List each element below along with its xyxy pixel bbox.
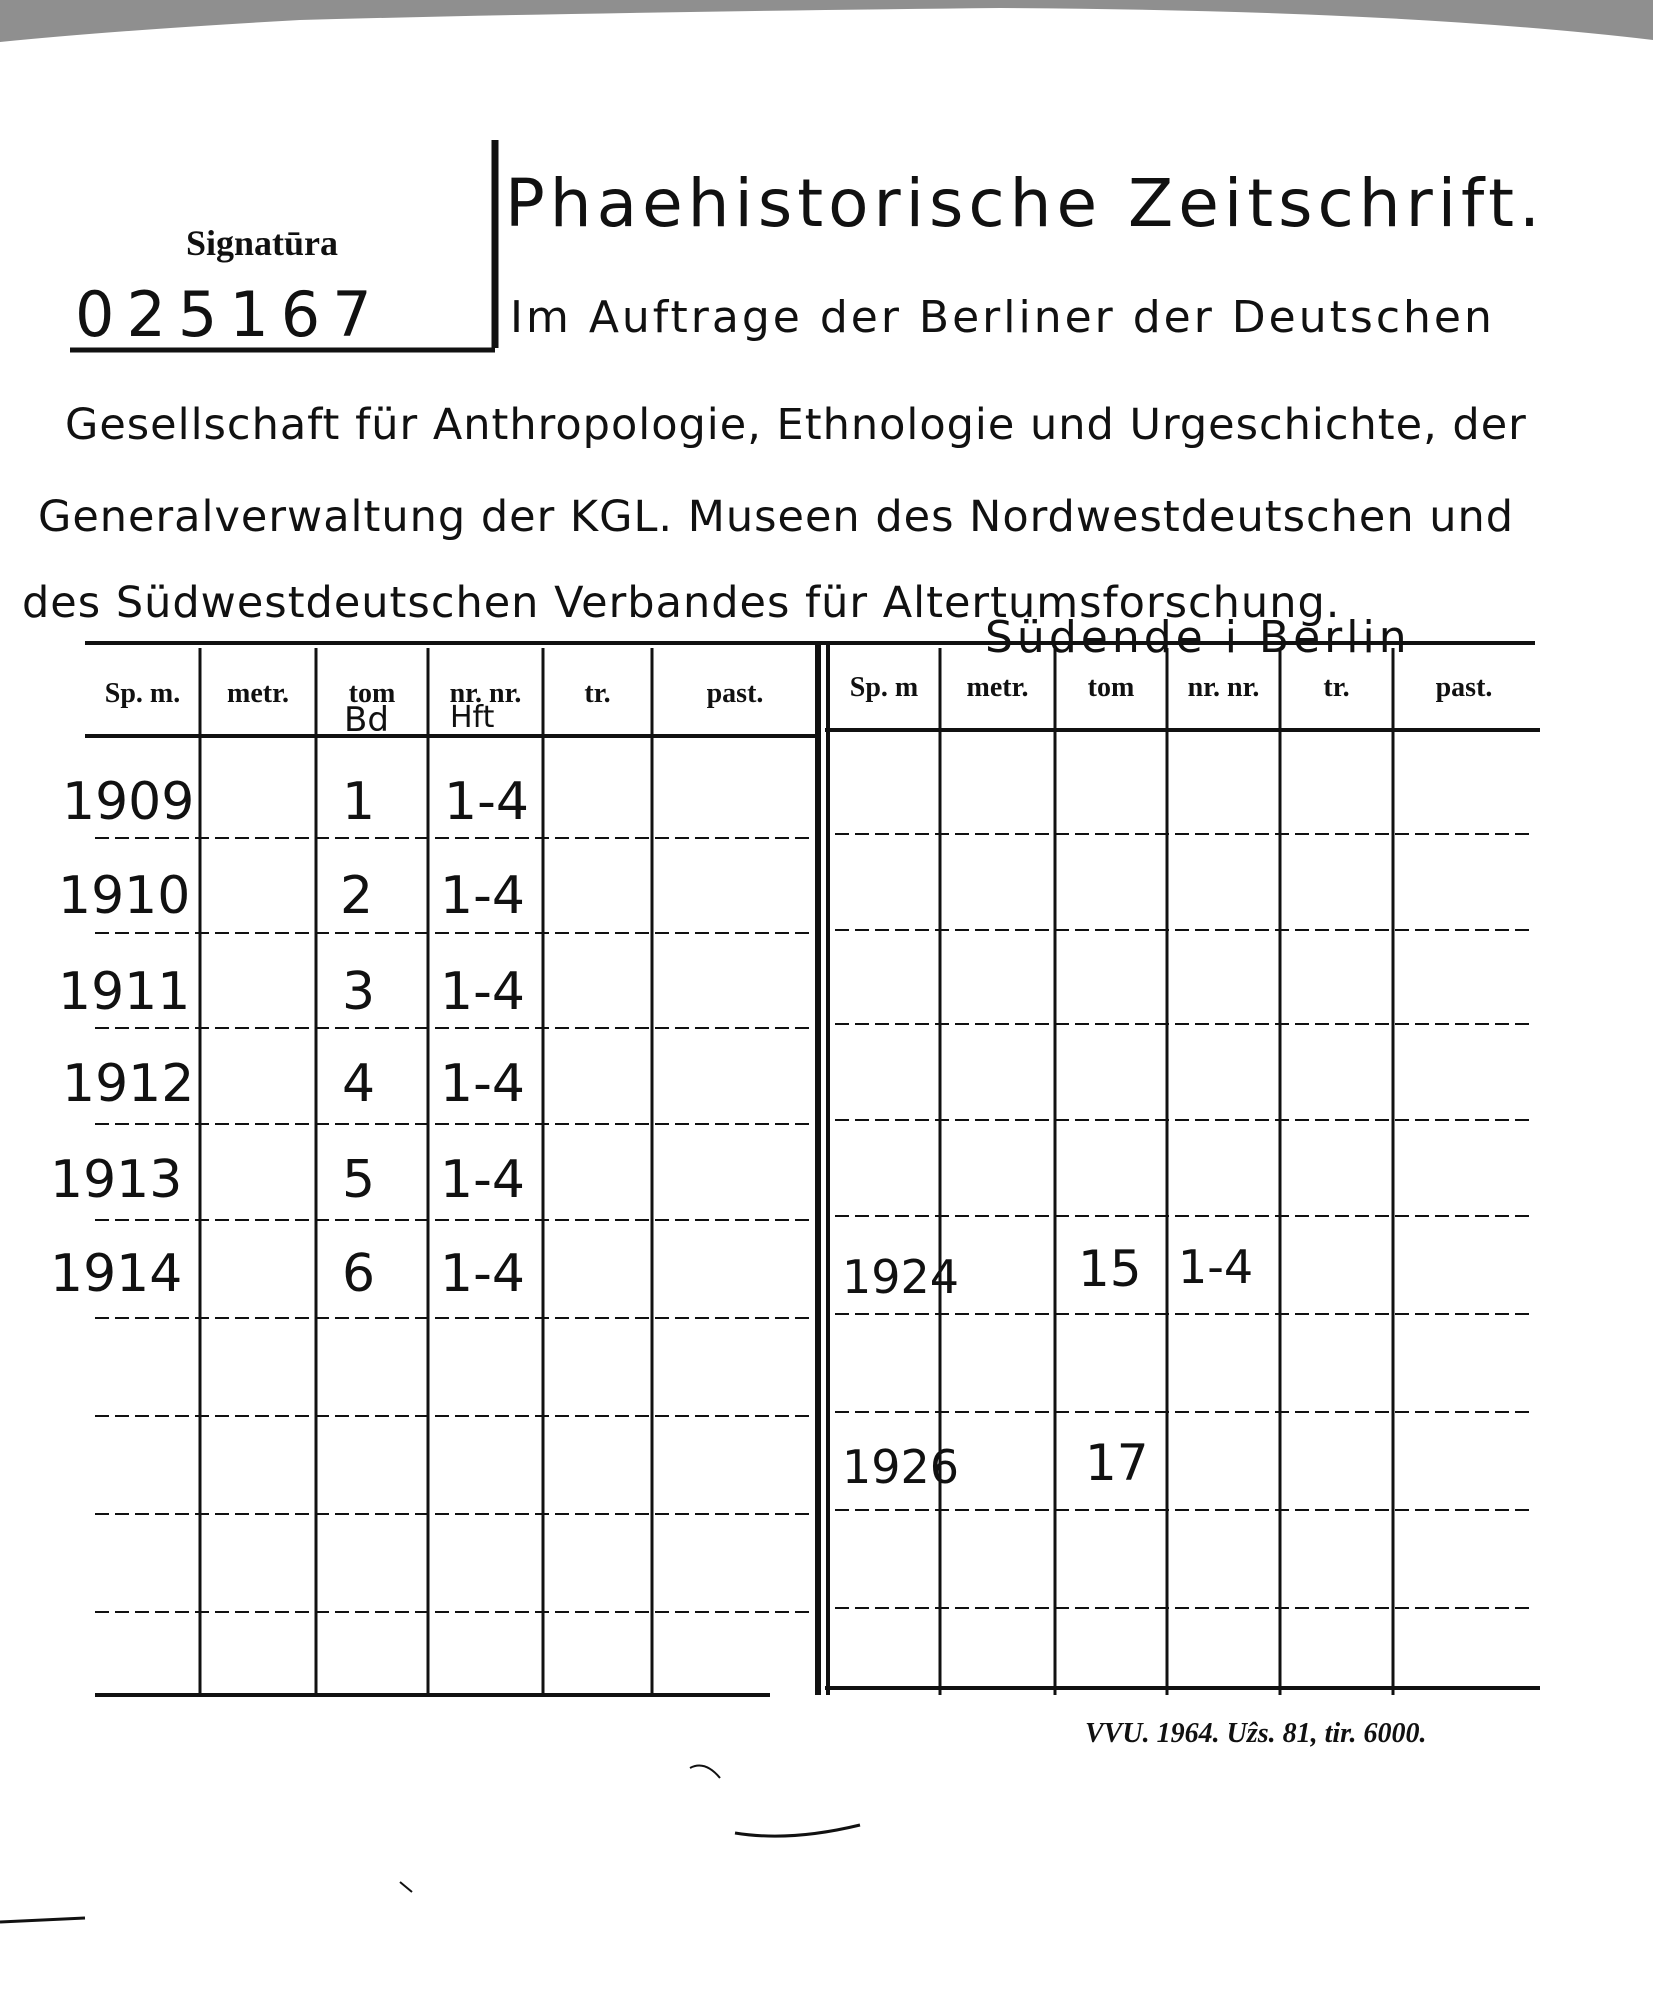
nr-cell: 1-4: [444, 772, 529, 832]
signatura-label: Signatūra: [186, 223, 339, 263]
subtitle-line-2: Gesellschaft für Anthropologie, Ethnologie und Urgeschichte, der: [65, 400, 1527, 450]
year-cell: 1914: [50, 1244, 183, 1304]
year-cell: 1924: [842, 1250, 960, 1304]
subtitle-line-4: des Südwestdeutschen Verbandes für Altertumsforschung.: [22, 578, 1341, 628]
nr-cell: 1-4: [440, 962, 525, 1022]
right-header-metr: metr.: [966, 672, 1029, 703]
footer-print-line: VVU. 1964. Uẑs. 81, tir. 6000.: [1085, 1718, 1427, 1749]
year-cell: 1926: [842, 1440, 960, 1494]
subtitle-line-1: Im Auftrage der Berliner der Deutschen: [510, 292, 1495, 343]
nr-cell: 1-4: [440, 1054, 525, 1114]
tom-cell: 4: [342, 1054, 376, 1114]
header-annotation-bd: Bd: [344, 700, 389, 740]
left-header-metr: metr.: [227, 678, 289, 709]
nr-cell: 1-4: [440, 866, 525, 926]
nr-cell: 1-4: [440, 1244, 525, 1304]
left-header-tr: tr.: [584, 678, 611, 709]
overlay-note: Südende i Berlin: [985, 612, 1411, 663]
tom-cell: 6: [342, 1244, 376, 1304]
tom-cell: 15: [1078, 1240, 1142, 1298]
tom-cell: 3: [342, 962, 376, 1022]
year-cell: 1910: [58, 866, 191, 926]
left-header-nr: nr. nr.: [449, 678, 522, 709]
nr-cell: 1-4: [440, 1150, 525, 1210]
year-cell: 1911: [58, 962, 191, 1022]
title: Phaehistorische Zeitschrift.: [505, 165, 1545, 242]
left-header-sp-m: Sp. m.: [104, 678, 181, 709]
signatura-value: 025167: [75, 278, 384, 351]
scan-edge-top: [0, 0, 1653, 42]
nr-cell: 1-4: [1178, 1240, 1254, 1294]
tom-cell: 2: [340, 866, 374, 926]
left-header-past: past.: [706, 678, 764, 709]
right-header-tom: tom: [1087, 672, 1135, 703]
year-cell: 1913: [50, 1150, 183, 1210]
subtitle-line-3: Generalverwaltung der KGL. Museen des Nordwestdeutschen und: [38, 492, 1515, 542]
right-header-sp-m: Sp. m: [849, 672, 919, 703]
header-annotation-hft: Hft: [450, 700, 495, 735]
year-cell: 1912: [62, 1054, 195, 1114]
right-header-nr: nr. nr.: [1187, 672, 1260, 703]
right-header-tr: tr.: [1323, 672, 1350, 703]
tom-cell: 17: [1085, 1434, 1149, 1492]
left-header-tom: tom: [348, 678, 396, 709]
tom-cell: 1: [342, 772, 376, 832]
right-header-past: past.: [1435, 672, 1493, 703]
tom-cell: 5: [342, 1150, 376, 1210]
year-cell: 1909: [62, 772, 195, 832]
